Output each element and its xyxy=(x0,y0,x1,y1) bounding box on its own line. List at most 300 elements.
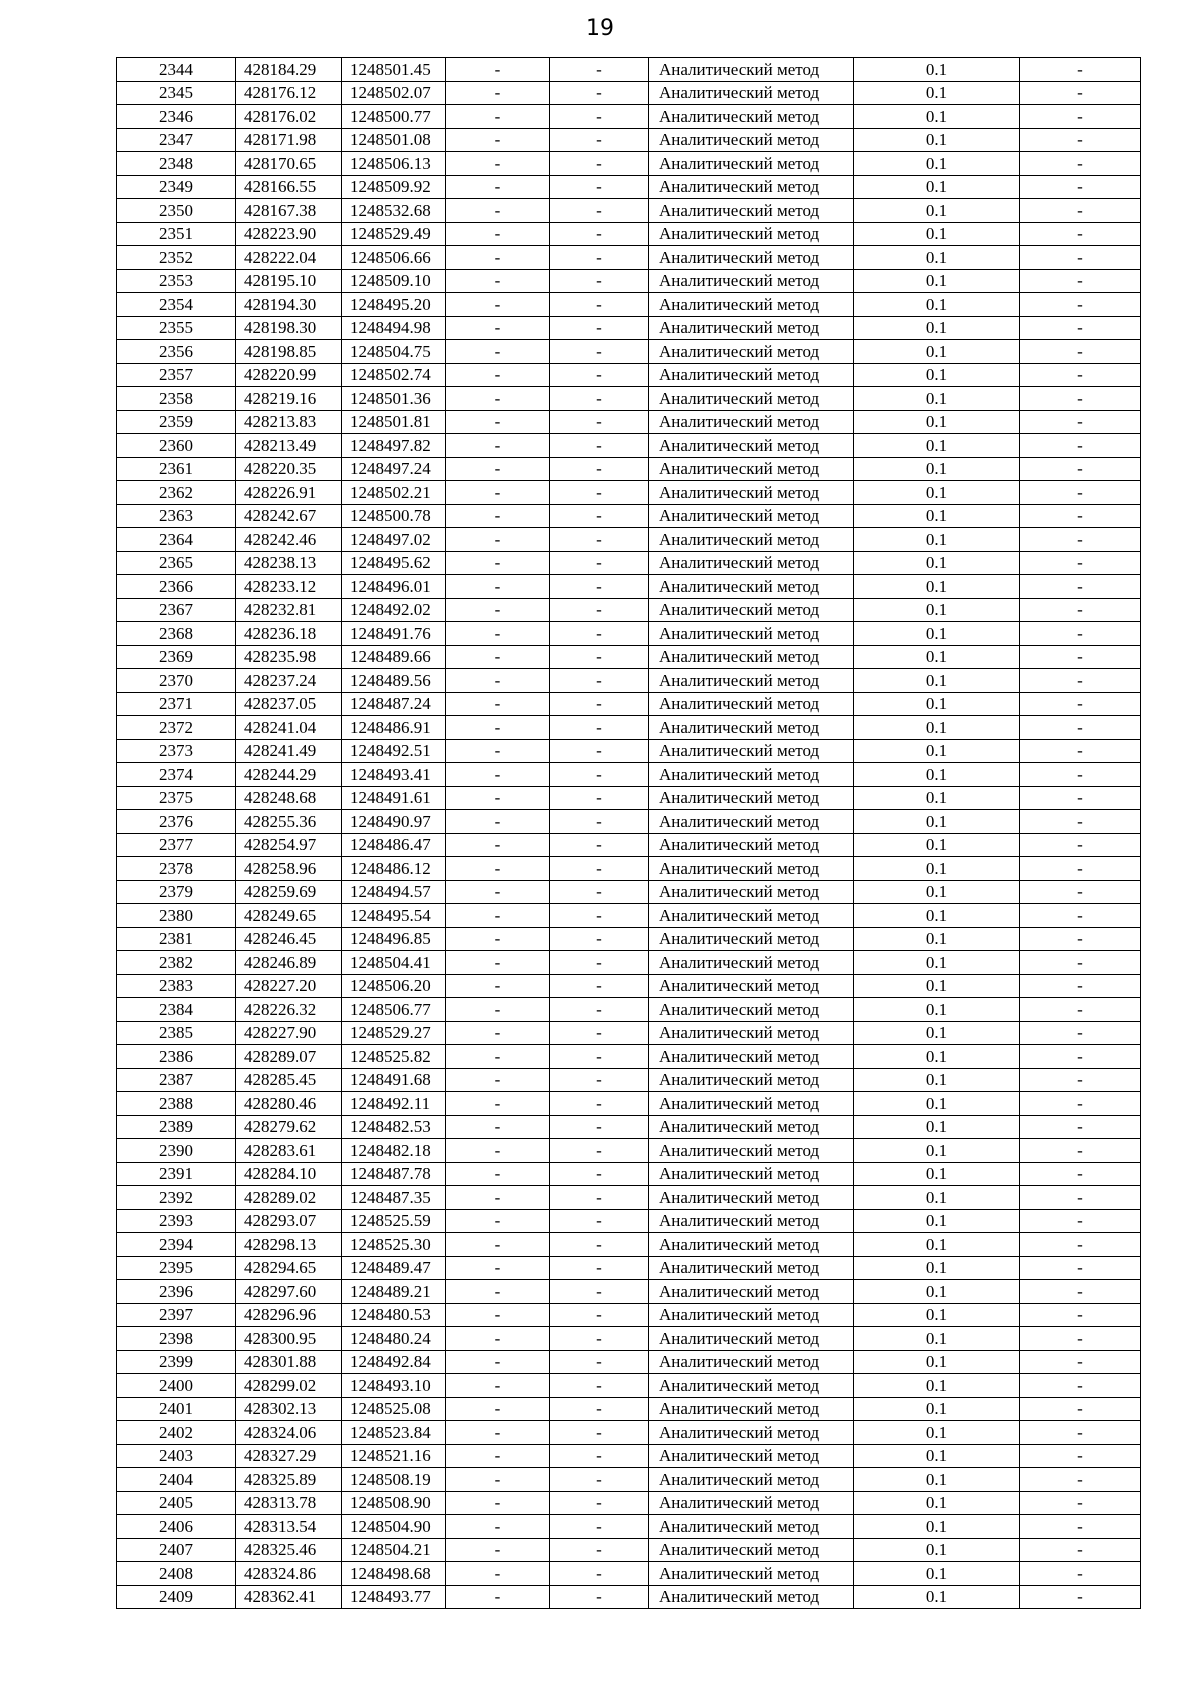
x-coordinate-cell: 428289.02 xyxy=(236,1186,342,1210)
x-coordinate-cell: 428237.24 xyxy=(236,669,342,693)
table-row xyxy=(117,551,1141,575)
point-number-cell: 2381 xyxy=(117,927,236,951)
table-row xyxy=(117,387,1141,411)
dash-cell-b: - xyxy=(550,833,649,857)
y-coordinate-cell: 1248497.82 xyxy=(342,434,446,458)
x-coordinate-cell: 428254.97 xyxy=(236,833,342,857)
y-coordinate-cell: 1248495.20 xyxy=(342,293,446,317)
method-cell: Аналитический метод xyxy=(649,622,854,646)
dash-cell-c: - xyxy=(1020,645,1141,669)
table-row xyxy=(117,1256,1141,1280)
y-coordinate-cell: 1248480.53 xyxy=(342,1303,446,1327)
dash-cell-a: - xyxy=(446,716,550,740)
dash-cell-c: - xyxy=(1020,199,1141,223)
x-coordinate-cell: 428242.46 xyxy=(236,528,342,552)
point-number-cell: 2385 xyxy=(117,1021,236,1045)
y-coordinate-cell: 1248500.77 xyxy=(342,105,446,129)
dash-cell-c: - xyxy=(1020,410,1141,434)
dash-cell-a: - xyxy=(446,504,550,528)
point-number-cell: 2348 xyxy=(117,152,236,176)
y-coordinate-cell: 1248495.62 xyxy=(342,551,446,575)
accuracy-cell: 0.1 xyxy=(854,387,1020,411)
dash-cell-c: - xyxy=(1020,857,1141,881)
dash-cell-b: - xyxy=(550,1139,649,1163)
accuracy-cell: 0.1 xyxy=(854,410,1020,434)
dash-cell-a: - xyxy=(446,105,550,129)
table-row xyxy=(117,222,1141,246)
point-number-cell: 2345 xyxy=(117,81,236,105)
accuracy-cell: 0.1 xyxy=(854,622,1020,646)
x-coordinate-cell: 428220.99 xyxy=(236,363,342,387)
point-number-cell: 2349 xyxy=(117,175,236,199)
x-coordinate-cell: 428246.45 xyxy=(236,927,342,951)
x-coordinate-cell: 428284.10 xyxy=(236,1162,342,1186)
dash-cell-c: - xyxy=(1020,1515,1141,1539)
x-coordinate-cell: 428362.41 xyxy=(236,1585,342,1609)
accuracy-cell: 0.1 xyxy=(854,340,1020,364)
dash-cell-b: - xyxy=(550,692,649,716)
dash-cell-b: - xyxy=(550,105,649,129)
dash-cell-a: - xyxy=(446,739,550,763)
point-number-cell: 2394 xyxy=(117,1233,236,1257)
x-coordinate-cell: 428280.46 xyxy=(236,1092,342,1116)
dash-cell-c: - xyxy=(1020,1233,1141,1257)
x-coordinate-cell: 428171.98 xyxy=(236,128,342,152)
dash-cell-c: - xyxy=(1020,175,1141,199)
y-coordinate-cell: 1248525.30 xyxy=(342,1233,446,1257)
table-row xyxy=(117,739,1141,763)
method-cell: Аналитический метод xyxy=(649,1068,854,1092)
method-cell: Аналитический метод xyxy=(649,457,854,481)
dash-cell-c: - xyxy=(1020,481,1141,505)
table-row xyxy=(117,1068,1141,1092)
dash-cell-c: - xyxy=(1020,998,1141,1022)
dash-cell-a: - xyxy=(446,904,550,928)
accuracy-cell: 0.1 xyxy=(854,575,1020,599)
method-cell: Аналитический метод xyxy=(649,1421,854,1445)
dash-cell-b: - xyxy=(550,904,649,928)
accuracy-cell: 0.1 xyxy=(854,1115,1020,1139)
table-row xyxy=(117,1562,1141,1586)
dash-cell-b: - xyxy=(550,269,649,293)
point-number-cell: 2396 xyxy=(117,1280,236,1304)
dash-cell-c: - xyxy=(1020,1115,1141,1139)
dash-cell-a: - xyxy=(446,434,550,458)
y-coordinate-cell: 1248504.75 xyxy=(342,340,446,364)
y-coordinate-cell: 1248496.01 xyxy=(342,575,446,599)
table-row xyxy=(117,434,1141,458)
page-number: 19 xyxy=(586,16,614,41)
method-cell: Аналитический метод xyxy=(649,810,854,834)
y-coordinate-cell: 1248501.36 xyxy=(342,387,446,411)
y-coordinate-cell: 1248523.84 xyxy=(342,1421,446,1445)
y-coordinate-cell: 1248508.90 xyxy=(342,1491,446,1515)
accuracy-cell: 0.1 xyxy=(854,998,1020,1022)
dash-cell-c: - xyxy=(1020,457,1141,481)
dash-cell-a: - xyxy=(446,363,550,387)
dash-cell-a: - xyxy=(446,246,550,270)
accuracy-cell: 0.1 xyxy=(854,222,1020,246)
dash-cell-c: - xyxy=(1020,1562,1141,1586)
dash-cell-b: - xyxy=(550,316,649,340)
x-coordinate-cell: 428283.61 xyxy=(236,1139,342,1163)
dash-cell-c: - xyxy=(1020,551,1141,575)
dash-cell-c: - xyxy=(1020,810,1141,834)
dash-cell-b: - xyxy=(550,457,649,481)
accuracy-cell: 0.1 xyxy=(854,1068,1020,1092)
point-number-cell: 2403 xyxy=(117,1444,236,1468)
method-cell: Аналитический метод xyxy=(649,1397,854,1421)
table-row xyxy=(117,457,1141,481)
accuracy-cell: 0.1 xyxy=(854,1562,1020,1586)
method-cell: Аналитический метод xyxy=(649,692,854,716)
dash-cell-c: - xyxy=(1020,363,1141,387)
dash-cell-b: - xyxy=(550,763,649,787)
x-coordinate-cell: 428242.67 xyxy=(236,504,342,528)
dash-cell-a: - xyxy=(446,786,550,810)
x-coordinate-cell: 428238.13 xyxy=(236,551,342,575)
y-coordinate-cell: 1248504.21 xyxy=(342,1538,446,1562)
accuracy-cell: 0.1 xyxy=(854,786,1020,810)
point-number-cell: 2401 xyxy=(117,1397,236,1421)
y-coordinate-cell: 1248529.49 xyxy=(342,222,446,246)
table-row xyxy=(117,410,1141,434)
dash-cell-a: - xyxy=(446,1585,550,1609)
dash-cell-a: - xyxy=(446,457,550,481)
dash-cell-c: - xyxy=(1020,1280,1141,1304)
accuracy-cell: 0.1 xyxy=(854,904,1020,928)
method-cell: Аналитический метод xyxy=(649,1139,854,1163)
accuracy-cell: 0.1 xyxy=(854,857,1020,881)
dash-cell-c: - xyxy=(1020,1538,1141,1562)
y-coordinate-cell: 1248494.57 xyxy=(342,880,446,904)
point-number-cell: 2393 xyxy=(117,1209,236,1233)
dash-cell-b: - xyxy=(550,1256,649,1280)
dash-cell-a: - xyxy=(446,857,550,881)
dash-cell-c: - xyxy=(1020,222,1141,246)
accuracy-cell: 0.1 xyxy=(854,1045,1020,1069)
y-coordinate-cell: 1248482.18 xyxy=(342,1139,446,1163)
point-number-cell: 2406 xyxy=(117,1515,236,1539)
dash-cell-c: - xyxy=(1020,528,1141,552)
table-row xyxy=(117,692,1141,716)
accuracy-cell: 0.1 xyxy=(854,1491,1020,1515)
dash-cell-b: - xyxy=(550,175,649,199)
dash-cell-b: - xyxy=(550,1491,649,1515)
table-row xyxy=(117,1021,1141,1045)
dash-cell-b: - xyxy=(550,575,649,599)
x-coordinate-cell: 428176.02 xyxy=(236,105,342,129)
accuracy-cell: 0.1 xyxy=(854,645,1020,669)
table-row xyxy=(117,105,1141,129)
dash-cell-a: - xyxy=(446,1186,550,1210)
dash-cell-a: - xyxy=(446,1491,550,1515)
method-cell: Аналитический метод xyxy=(649,1538,854,1562)
table-row xyxy=(117,1421,1141,1445)
dash-cell-a: - xyxy=(446,1562,550,1586)
dash-cell-b: - xyxy=(550,1303,649,1327)
dash-cell-a: - xyxy=(446,1468,550,1492)
dash-cell-a: - xyxy=(446,1397,550,1421)
dash-cell-a: - xyxy=(446,998,550,1022)
point-number-cell: 2402 xyxy=(117,1421,236,1445)
dash-cell-a: - xyxy=(446,1092,550,1116)
dash-cell-c: - xyxy=(1020,1186,1141,1210)
dash-cell-a: - xyxy=(446,1115,550,1139)
x-coordinate-cell: 428313.54 xyxy=(236,1515,342,1539)
dash-cell-c: - xyxy=(1020,786,1141,810)
dash-cell-a: - xyxy=(446,528,550,552)
dash-cell-b: - xyxy=(550,974,649,998)
coordinates-table xyxy=(116,57,1141,1609)
dash-cell-b: - xyxy=(550,293,649,317)
method-cell: Аналитический метод xyxy=(649,1021,854,1045)
point-number-cell: 2397 xyxy=(117,1303,236,1327)
dash-cell-b: - xyxy=(550,739,649,763)
method-cell: Аналитический метод xyxy=(649,1327,854,1351)
x-coordinate-cell: 428248.68 xyxy=(236,786,342,810)
method-cell: Аналитический метод xyxy=(649,81,854,105)
dash-cell-b: - xyxy=(550,810,649,834)
dash-cell-b: - xyxy=(550,880,649,904)
accuracy-cell: 0.1 xyxy=(854,951,1020,975)
table-row xyxy=(117,152,1141,176)
dash-cell-b: - xyxy=(550,1515,649,1539)
dash-cell-a: - xyxy=(446,1421,550,1445)
table-row xyxy=(117,81,1141,105)
x-coordinate-cell: 428226.32 xyxy=(236,998,342,1022)
point-number-cell: 2383 xyxy=(117,974,236,998)
dash-cell-b: - xyxy=(550,669,649,693)
point-number-cell: 2375 xyxy=(117,786,236,810)
accuracy-cell: 0.1 xyxy=(854,1209,1020,1233)
dash-cell-b: - xyxy=(550,1115,649,1139)
y-coordinate-cell: 1248502.21 xyxy=(342,481,446,505)
dash-cell-b: - xyxy=(550,1327,649,1351)
point-number-cell: 2388 xyxy=(117,1092,236,1116)
method-cell: Аналитический метод xyxy=(649,1515,854,1539)
table-row xyxy=(117,974,1141,998)
accuracy-cell: 0.1 xyxy=(854,434,1020,458)
y-coordinate-cell: 1248491.68 xyxy=(342,1068,446,1092)
point-number-cell: 2387 xyxy=(117,1068,236,1092)
dash-cell-c: - xyxy=(1020,669,1141,693)
y-coordinate-cell: 1248496.85 xyxy=(342,927,446,951)
table-row xyxy=(117,951,1141,975)
method-cell: Аналитический метод xyxy=(649,1303,854,1327)
table-row xyxy=(117,1092,1141,1116)
accuracy-cell: 0.1 xyxy=(854,1256,1020,1280)
dash-cell-c: - xyxy=(1020,1209,1141,1233)
dash-cell-c: - xyxy=(1020,152,1141,176)
point-number-cell: 2371 xyxy=(117,692,236,716)
dash-cell-b: - xyxy=(550,1233,649,1257)
dash-cell-a: - xyxy=(446,316,550,340)
dash-cell-c: - xyxy=(1020,1045,1141,1069)
dash-cell-c: - xyxy=(1020,1374,1141,1398)
method-cell: Аналитический метод xyxy=(649,833,854,857)
dash-cell-b: - xyxy=(550,1209,649,1233)
dash-cell-b: - xyxy=(550,1350,649,1374)
dash-cell-c: - xyxy=(1020,1468,1141,1492)
y-coordinate-cell: 1248506.66 xyxy=(342,246,446,270)
accuracy-cell: 0.1 xyxy=(854,481,1020,505)
x-coordinate-cell: 428167.38 xyxy=(236,199,342,223)
method-cell: Аналитический метод xyxy=(649,1256,854,1280)
x-coordinate-cell: 428237.05 xyxy=(236,692,342,716)
table-row xyxy=(117,175,1141,199)
point-number-cell: 2359 xyxy=(117,410,236,434)
dash-cell-a: - xyxy=(446,481,550,505)
x-coordinate-cell: 428213.49 xyxy=(236,434,342,458)
y-coordinate-cell: 1248532.68 xyxy=(342,199,446,223)
x-coordinate-cell: 428198.30 xyxy=(236,316,342,340)
table-row xyxy=(117,1045,1141,1069)
method-cell: Аналитический метод xyxy=(649,1162,854,1186)
point-number-cell: 2365 xyxy=(117,551,236,575)
dash-cell-c: - xyxy=(1020,269,1141,293)
table-row xyxy=(117,810,1141,834)
dash-cell-c: - xyxy=(1020,1327,1141,1351)
dash-cell-c: - xyxy=(1020,1256,1141,1280)
method-cell: Аналитический метод xyxy=(649,528,854,552)
point-number-cell: 2362 xyxy=(117,481,236,505)
table-row xyxy=(117,1468,1141,1492)
x-coordinate-cell: 428226.91 xyxy=(236,481,342,505)
point-number-cell: 2353 xyxy=(117,269,236,293)
method-cell: Аналитический метод xyxy=(649,951,854,975)
point-number-cell: 2405 xyxy=(117,1491,236,1515)
accuracy-cell: 0.1 xyxy=(854,58,1020,82)
table-row xyxy=(117,293,1141,317)
x-coordinate-cell: 428289.07 xyxy=(236,1045,342,1069)
y-coordinate-cell: 1248502.07 xyxy=(342,81,446,105)
dash-cell-b: - xyxy=(550,1045,649,1069)
dash-cell-b: - xyxy=(550,199,649,223)
dash-cell-c: - xyxy=(1020,739,1141,763)
y-coordinate-cell: 1248529.27 xyxy=(342,1021,446,1045)
x-coordinate-cell: 428236.18 xyxy=(236,622,342,646)
point-number-cell: 2384 xyxy=(117,998,236,1022)
table-row xyxy=(117,316,1141,340)
x-coordinate-cell: 428313.78 xyxy=(236,1491,342,1515)
dash-cell-a: - xyxy=(446,692,550,716)
dash-cell-b: - xyxy=(550,1585,649,1609)
point-number-cell: 2347 xyxy=(117,128,236,152)
table-row xyxy=(117,1374,1141,1398)
x-coordinate-cell: 428301.88 xyxy=(236,1350,342,1374)
dash-cell-c: - xyxy=(1020,81,1141,105)
accuracy-cell: 0.1 xyxy=(854,1021,1020,1045)
dash-cell-b: - xyxy=(550,927,649,951)
point-number-cell: 2386 xyxy=(117,1045,236,1069)
table-row xyxy=(117,1538,1141,1562)
accuracy-cell: 0.1 xyxy=(854,1233,1020,1257)
y-coordinate-cell: 1248506.20 xyxy=(342,974,446,998)
x-coordinate-cell: 428259.69 xyxy=(236,880,342,904)
dash-cell-b: - xyxy=(550,1421,649,1445)
y-coordinate-cell: 1248487.78 xyxy=(342,1162,446,1186)
table-row xyxy=(117,1233,1141,1257)
y-coordinate-cell: 1248492.02 xyxy=(342,598,446,622)
dash-cell-a: - xyxy=(446,1256,550,1280)
point-number-cell: 2356 xyxy=(117,340,236,364)
dash-cell-a: - xyxy=(446,1209,550,1233)
dash-cell-c: - xyxy=(1020,927,1141,951)
table-row xyxy=(117,1162,1141,1186)
x-coordinate-cell: 428170.65 xyxy=(236,152,342,176)
dash-cell-c: - xyxy=(1020,1397,1141,1421)
accuracy-cell: 0.1 xyxy=(854,739,1020,763)
y-coordinate-cell: 1248525.59 xyxy=(342,1209,446,1233)
x-coordinate-cell: 428233.12 xyxy=(236,575,342,599)
dash-cell-a: - xyxy=(446,551,550,575)
point-number-cell: 2350 xyxy=(117,199,236,223)
dash-cell-a: - xyxy=(446,128,550,152)
table-row xyxy=(117,1280,1141,1304)
y-coordinate-cell: 1248480.24 xyxy=(342,1327,446,1351)
accuracy-cell: 0.1 xyxy=(854,128,1020,152)
accuracy-cell: 0.1 xyxy=(854,316,1020,340)
table-row xyxy=(117,1303,1141,1327)
table-row xyxy=(117,1186,1141,1210)
y-coordinate-cell: 1248489.66 xyxy=(342,645,446,669)
accuracy-cell: 0.1 xyxy=(854,175,1020,199)
dash-cell-a: - xyxy=(446,669,550,693)
dash-cell-c: - xyxy=(1020,716,1141,740)
method-cell: Аналитический метод xyxy=(649,410,854,434)
x-coordinate-cell: 428166.55 xyxy=(236,175,342,199)
dash-cell-c: - xyxy=(1020,246,1141,270)
point-number-cell: 2389 xyxy=(117,1115,236,1139)
accuracy-cell: 0.1 xyxy=(854,1444,1020,1468)
point-number-cell: 2367 xyxy=(117,598,236,622)
dash-cell-c: - xyxy=(1020,833,1141,857)
dash-cell-b: - xyxy=(550,504,649,528)
dash-cell-a: - xyxy=(446,833,550,857)
point-number-cell: 2374 xyxy=(117,763,236,787)
y-coordinate-cell: 1248489.21 xyxy=(342,1280,446,1304)
table-row xyxy=(117,1139,1141,1163)
x-coordinate-cell: 428194.30 xyxy=(236,293,342,317)
method-cell: Аналитический метод xyxy=(649,58,854,82)
dash-cell-a: - xyxy=(446,1327,550,1351)
accuracy-cell: 0.1 xyxy=(854,246,1020,270)
dash-cell-c: - xyxy=(1020,504,1141,528)
y-coordinate-cell: 1248504.90 xyxy=(342,1515,446,1539)
dash-cell-b: - xyxy=(550,222,649,246)
method-cell: Аналитический метод xyxy=(649,1186,854,1210)
table-row xyxy=(117,927,1141,951)
table-row xyxy=(117,857,1141,881)
table-row xyxy=(117,58,1141,82)
point-number-cell: 2390 xyxy=(117,1139,236,1163)
accuracy-cell: 0.1 xyxy=(854,81,1020,105)
x-coordinate-cell: 428232.81 xyxy=(236,598,342,622)
accuracy-cell: 0.1 xyxy=(854,974,1020,998)
point-number-cell: 2370 xyxy=(117,669,236,693)
y-coordinate-cell: 1248525.82 xyxy=(342,1045,446,1069)
dash-cell-b: - xyxy=(550,481,649,505)
point-number-cell: 2380 xyxy=(117,904,236,928)
method-cell: Аналитический метод xyxy=(649,387,854,411)
dash-cell-a: - xyxy=(446,1374,550,1398)
dash-cell-c: - xyxy=(1020,293,1141,317)
accuracy-cell: 0.1 xyxy=(854,1468,1020,1492)
y-coordinate-cell: 1248497.02 xyxy=(342,528,446,552)
dash-cell-a: - xyxy=(446,1350,550,1374)
point-number-cell: 2358 xyxy=(117,387,236,411)
